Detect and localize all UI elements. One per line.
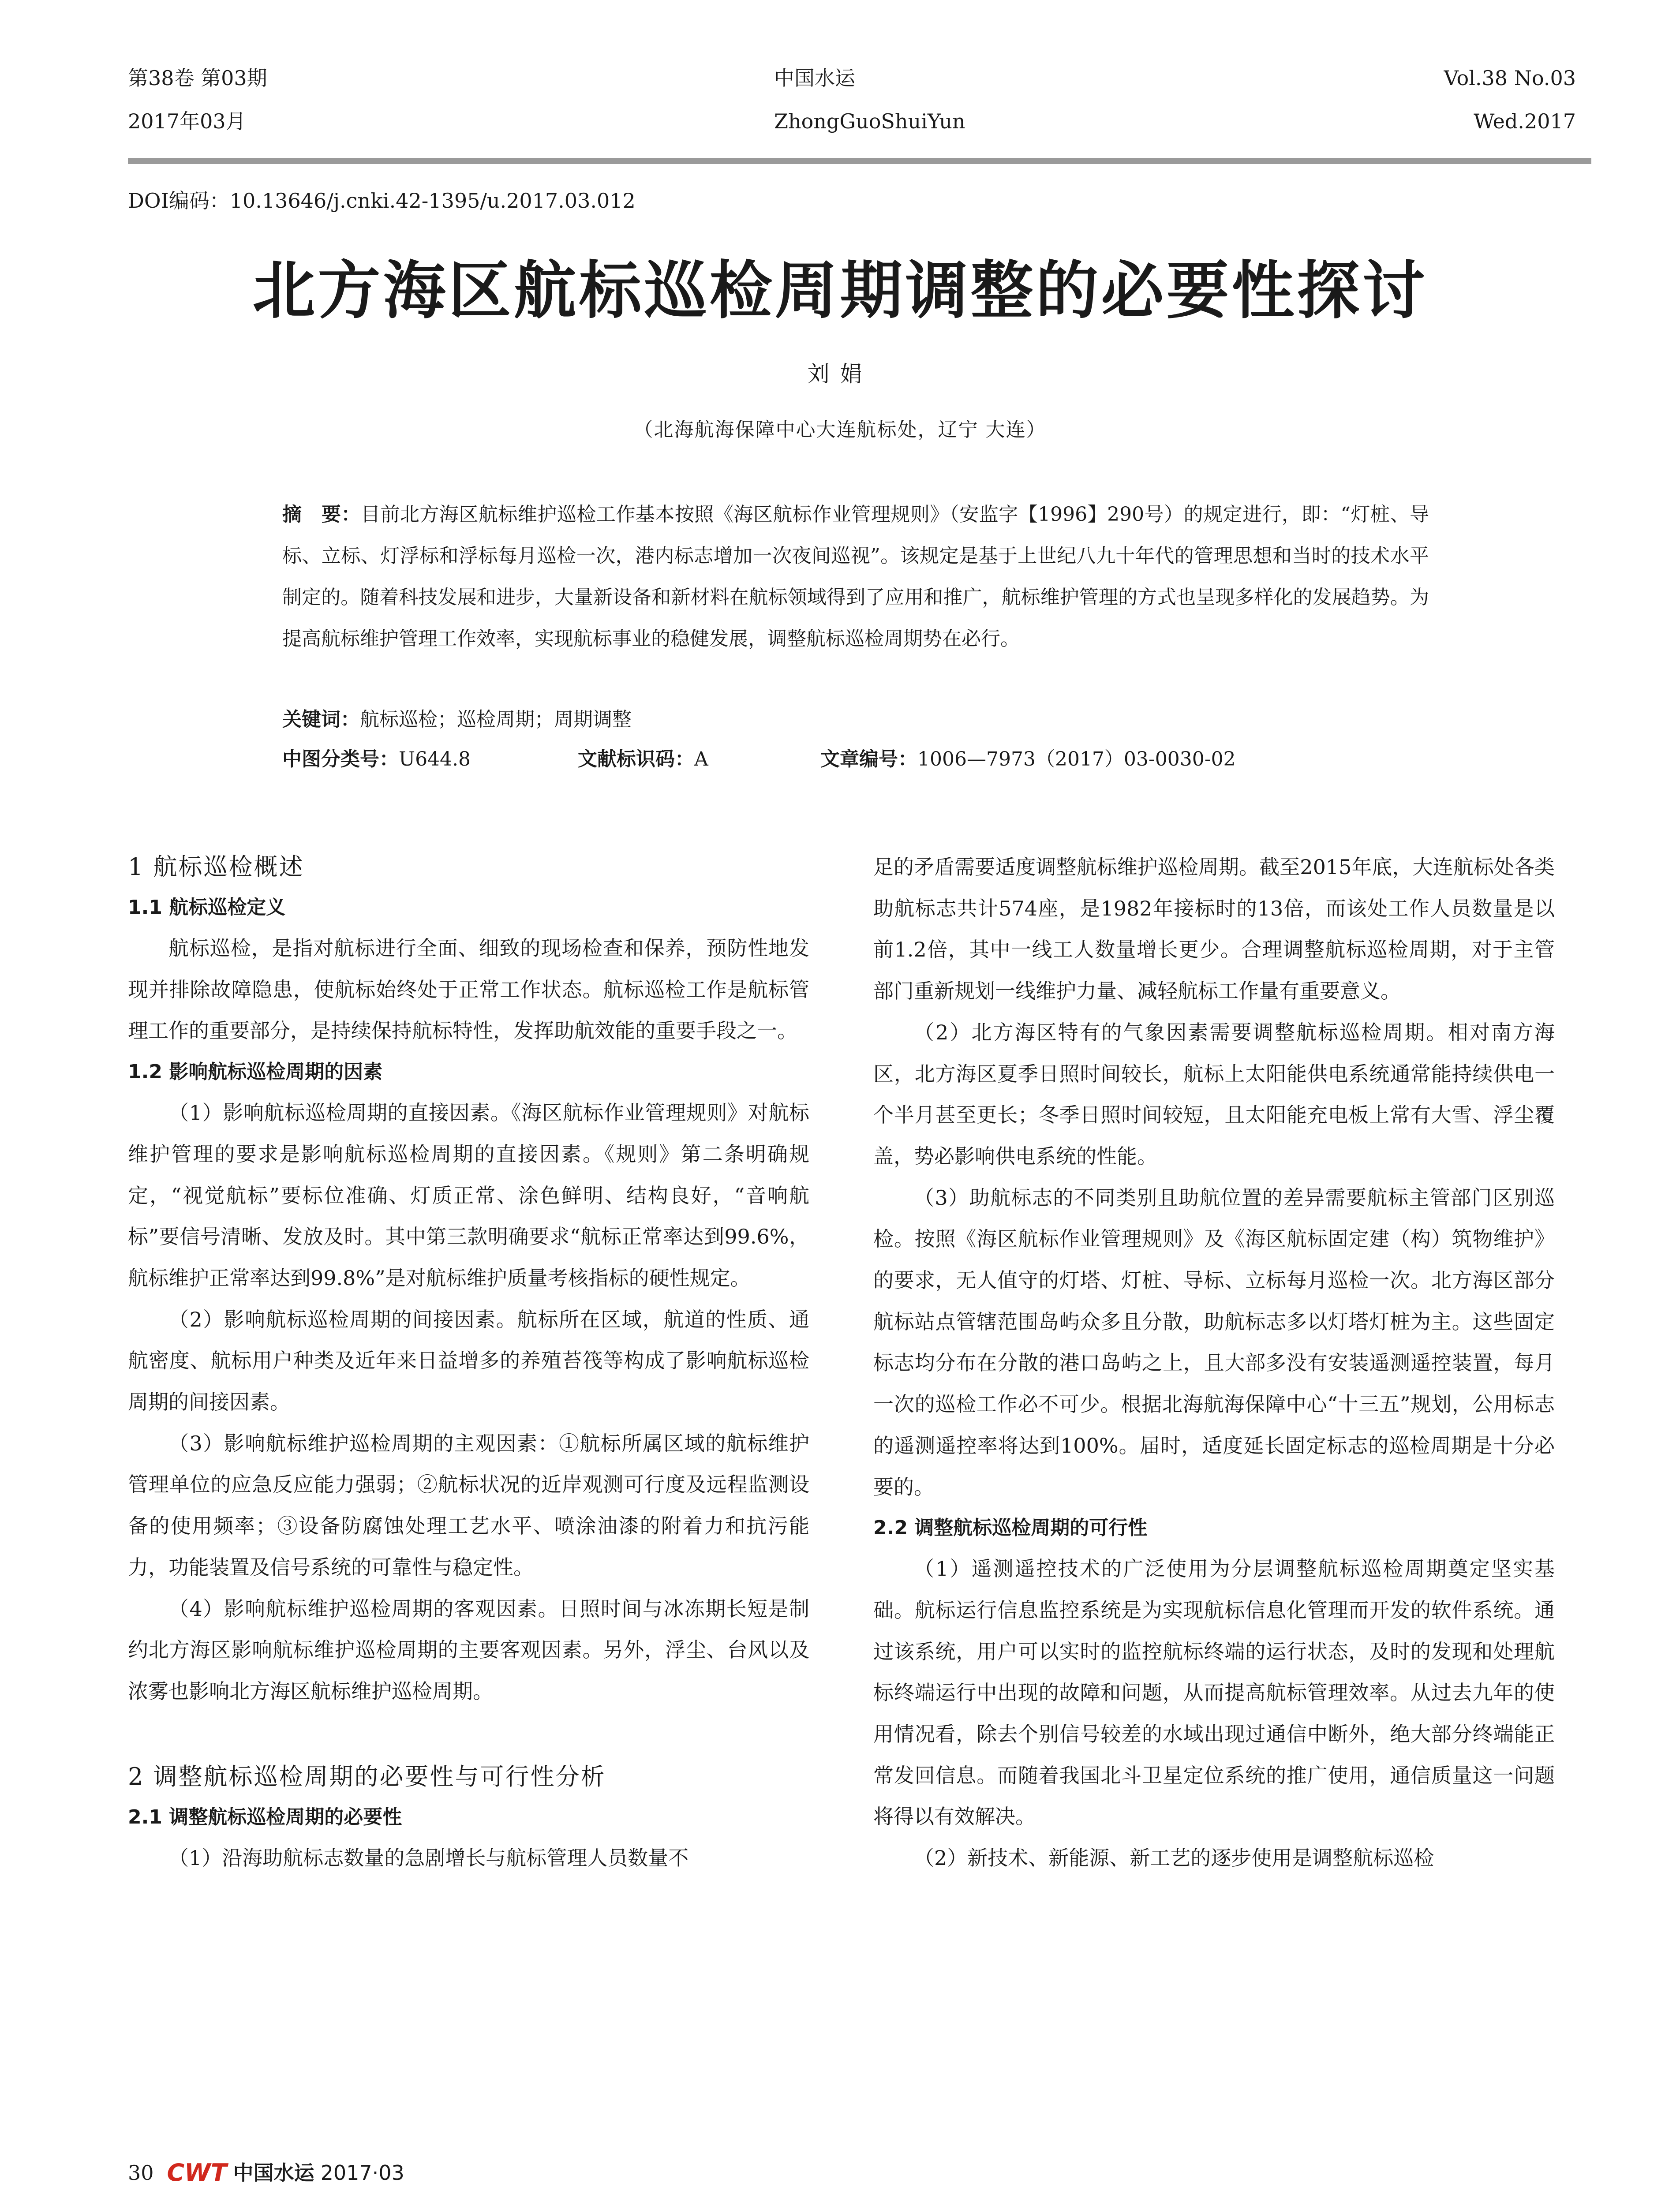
article-title: 北方海区航标巡检周期调整的必要性探讨 xyxy=(252,254,1428,327)
footer-date: 2017·03 xyxy=(320,2161,404,2185)
affiliation: （北海航海保障中心大连航标处，辽宁 大连） xyxy=(633,419,1047,441)
body-right-column xyxy=(873,847,1555,1879)
paragraph: （2）北方海区特有的气象因素需要调整航标巡检周期。相对南方海区，北方海区夏季日照时间较长，航标上太阳能供电系统通常能持续供电一个半月甚至更长；冬季日照时间较短，且太阳能充电板上常有大雪、浮尘覆盖，势必影响供电系统的性能。 xyxy=(873,1020,1555,1168)
clc-value: U644.8 xyxy=(399,748,471,770)
paragraph: （4）影响航标维护巡检周期的客观因素。日照时间与冰冻期长短是制约北方海区影响航标维护巡检周期的主要客观因素。另外，浮尘、台风以及浓雾也影响北方海区航标维护巡检周期。 xyxy=(128,1596,809,1703)
section-2-1-heading: 2.1 调整航标巡检周期的必要性 xyxy=(128,1805,402,1828)
abstract-label: 摘 要： xyxy=(282,503,361,526)
art-value: 1006—7973（2017）03-0030-02 xyxy=(917,748,1236,770)
header-year: Wed.2017 xyxy=(1474,109,1576,133)
section-1-1-heading: 1.1 航标巡检定义 xyxy=(128,896,286,919)
section-1-heading: 1 航标巡检概述 xyxy=(128,853,304,881)
body-left-column xyxy=(128,847,809,1879)
paragraph: （2）影响航标巡检周期的间接因素。航标所在区域，航道的性质、通航密度、航标用户种类及近年来日益增多的养殖苔筏等构成了影响航标巡检周期的间接因素。 xyxy=(128,1307,809,1414)
section-1-2-heading: 1.2 影响航标巡检周期的因素 xyxy=(128,1061,383,1084)
document-code xyxy=(578,743,708,776)
doc-value: A xyxy=(694,748,708,770)
paragraph: （1）沿海助航标志数量的急剧增长与航标管理人员数量不 xyxy=(168,1846,689,1870)
doc-label: 文献标识码： xyxy=(578,748,694,770)
paragraph: （2）新技术、新能源、新工艺的逐步使用是调整航标巡检 xyxy=(914,1846,1434,1870)
section-2-2-heading: 2.2 调整航标巡检周期的可行性 xyxy=(873,1517,1148,1540)
paragraph: （1）影响航标巡检周期的直接因素。《海区航标作业管理规则》对航标维护管理的要求是影响航标巡检周期的直接因素。《规则》第二条明确规定，“视觉航标”要标位准确、灯质正常、涂色鲜明、结构良好，“音响航标”要信号清晰、发放及时。其中第三款明确要求“航标正常率达到99.6%，航标维护正常率达到99.8%”是对航标维护质量考核指标的硬性规定。 xyxy=(128,1101,809,1290)
footer-journal: 中国水运 xyxy=(233,2161,314,2185)
section-2-heading: 2 调整航标巡检周期的必要性与可行性分析 xyxy=(128,1762,606,1790)
header-journal-pinyin: ZhongGuoShuiYun xyxy=(774,109,965,133)
page-number: 30 xyxy=(128,2161,154,2185)
header-date: 2017年03月 xyxy=(128,109,246,133)
keywords xyxy=(282,703,632,736)
header-vol-no: Vol.38 No.03 xyxy=(1444,66,1576,90)
paragraph: （3）助航标志的不同类别且助航位置的差异需要航标主管部门区别巡检。按照《海区航标作业管理规则》及《海区航标固定建（构）筑物维护》的要求，无人值守的灯塔、灯桩、导标、立标每月巡检一次。北方海区部分航标站点管辖范围岛屿众多且分散，助航标志多以灯塔灯桩为主。这些固定标志均分布在分散的港口岛屿之上，且大部多没有安装遥测遥控装置，每月一次的巡检工作必不可少。根据北海航海保障中心“十三五”规划，公用标志的遥测遥控率将达到100%。届时，适度延长固定标志的巡检周期是十分必要的。 xyxy=(873,1185,1555,1499)
art-label: 文章编号： xyxy=(820,748,917,770)
keywords-text: 航标巡检；巡检周期；周期调整 xyxy=(360,708,632,731)
paragraph: 航标巡检，是指对航标进行全面、细致的现场检查和保养，预防性地发现并排除故障隐患，使航标始终处于正常工作状态。航标巡检工作是航标管理工作的重要部分，是持续保持航标特性，发挥助航效能的重要手段之一。 xyxy=(128,936,809,1043)
header-rule xyxy=(128,158,1591,164)
paragraph: （1）遥测遥控技术的广泛使用为分层调整航标巡检周期奠定坚实基础。航标运行信息监控系统是为实现航标信息化管理而开发的软件系统。通过该系统，用户可以实时的监控航标终端的运行状态，及时的发现和处理航标终端运行中出现的故障和问题，从而提高航标管理效率。从过去九年的使用情况看，除去个别信号较差的水域出现过通信中断外，绝大部分终端能正常发回信息。而随着我国北斗卫星定位系统的推广使用，通信质量这一问题将得以有效解决。 xyxy=(873,1557,1555,1829)
author: 刘娟 xyxy=(807,361,873,387)
cwt-logo: CWT xyxy=(167,2159,227,2186)
paragraph-continued: 足的矛盾需要适度调整航标维护巡检周期。截至2015年底，大连航标处各类助航标志共计574座，是1982年接标时的13倍，而该处工作人员数量是以前1.2倍，其中一线工人数量增长更少。合理调整航标巡检周期，对于主管部门重新规划一线维护力量、减轻航标工作量有重要意义。 xyxy=(873,855,1555,1003)
clc-number xyxy=(282,743,471,776)
doi: DOI编码：10.13646/j.cnki.42-1395/u.2017.03.012 xyxy=(128,189,636,213)
abstract xyxy=(282,494,1429,660)
paragraph: （3）影响航标维护巡检周期的主观因素：①航标所属区域的航标维护管理单位的应急反应能力强弱；②航标状况的近岸观测可行度及远程监测设备的使用频率；③设备防腐蚀处理工艺水平、喷涂油漆的附着力和抗污能力，功能装置及信号系统的可靠性与稳定性。 xyxy=(128,1431,809,1579)
header-volume-issue: 第38卷 第03期 xyxy=(128,66,267,90)
abstract-text: 目前北方海区航标维护巡检工作基本按照《海区航标作业管理规则》（安监字【1996】290号）的规定进行，即：“灯桩、导标、立标、灯浮标和浮标每月巡检一次，港内标志增加一次夜间巡视”。该规定是基于上世纪八九十年代的管理思想和当时的技术水平制定的。随着科技发展和进步，大量新设备和新材料在航标领域得到了应用和推广，航标维护管理的方式也呈现多样化的发展趋势。为提高航标维护管理工作效率，实现航标事业的稳健发展，调整航标巡检周期势在必行。 xyxy=(282,503,1429,650)
clc-label: 中图分类号： xyxy=(282,748,399,770)
page-footer xyxy=(128,2156,404,2189)
header-journal-cn: 中国水运 xyxy=(774,66,855,90)
keywords-label: 关键词： xyxy=(282,708,360,731)
article-number xyxy=(820,743,1236,776)
